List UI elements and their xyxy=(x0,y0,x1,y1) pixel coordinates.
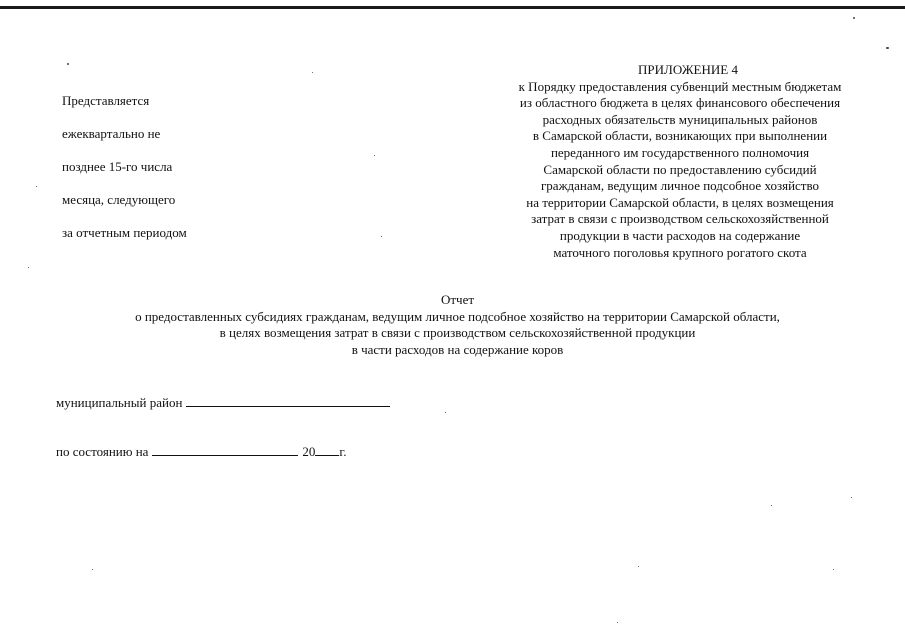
appendix-line: в Самарской области, возникающих при выполнении xyxy=(532,128,828,144)
scan-speck xyxy=(445,412,446,413)
submission-note-line: позднее 15-го числа xyxy=(62,159,173,175)
submission-note-line: за отчетным периодом xyxy=(62,224,187,240)
scan-top-edge xyxy=(0,6,905,9)
appendix-header xyxy=(470,62,890,261)
report-subtitle-line: в части расходов на содержание коров xyxy=(351,341,564,357)
scan-speck xyxy=(851,497,852,498)
submission-note-line: ежеквартально не xyxy=(62,126,161,142)
appendix-title: ПРИЛОЖЕНИЕ 4 xyxy=(638,62,738,77)
year-blank[interactable] xyxy=(315,443,339,456)
appendix-line: маточного поголовья крупного рогатого скота xyxy=(553,244,807,260)
scan-speck xyxy=(886,47,889,49)
appendix-line: гражданам, ведущим личное подсобное хозяйство xyxy=(540,178,820,194)
submission-note xyxy=(62,77,187,257)
scan-speck xyxy=(67,63,69,65)
report-subtitle-line: о предоставленных субсидиях гражданам, ведущим личное подсобное хозяйство на территории Самарской области, xyxy=(135,308,780,324)
appendix-line: Самарской области по предоставлению субсидий xyxy=(543,161,817,177)
appendix-line: из областного бюджета в целях финансового обеспечения xyxy=(519,95,841,111)
year-suffix: г. xyxy=(339,444,347,459)
report-heading xyxy=(40,292,875,358)
scan-speck xyxy=(381,236,382,237)
report-subtitle-line: в целях возмещения затрат в связи с производством сельскохозяйственной продукции xyxy=(219,325,696,340)
date-field xyxy=(56,443,347,460)
appendix-line: расходных обязательств муниципальных районов xyxy=(542,111,818,127)
scan-speck xyxy=(638,566,639,567)
appendix-line: переданного им государственного полномочия xyxy=(550,144,810,160)
scan-speck xyxy=(92,569,93,570)
scan-speck xyxy=(833,569,834,570)
appendix-line: затрат в связи с производством сельскохозяйственной xyxy=(531,211,829,227)
appendix-line: к Порядку предоставления субвенций местным бюджетам xyxy=(518,78,842,94)
municipality-field xyxy=(56,394,390,411)
scan-speck xyxy=(853,17,855,19)
year-prefix: 20 xyxy=(302,444,316,459)
scan-speck xyxy=(28,267,29,268)
scan-speck xyxy=(771,505,772,506)
date-label: по состоянию на xyxy=(56,444,149,459)
date-blank[interactable] xyxy=(152,443,298,456)
submission-note-line: Представляется xyxy=(62,93,150,109)
scan-speck xyxy=(36,186,37,187)
appendix-line: на территории Самарской области, в целях возмещения xyxy=(526,194,834,210)
submission-note-line: месяца, следующего xyxy=(62,191,176,207)
scan-speck xyxy=(617,622,618,623)
appendix-line: продукции в части расходов на содержание xyxy=(559,227,801,243)
municipality-label: муниципальный район xyxy=(56,395,183,410)
report-title: Отчет xyxy=(440,292,475,307)
municipality-blank[interactable] xyxy=(186,394,390,407)
scan-speck xyxy=(374,155,375,156)
scan-speck xyxy=(312,72,313,73)
